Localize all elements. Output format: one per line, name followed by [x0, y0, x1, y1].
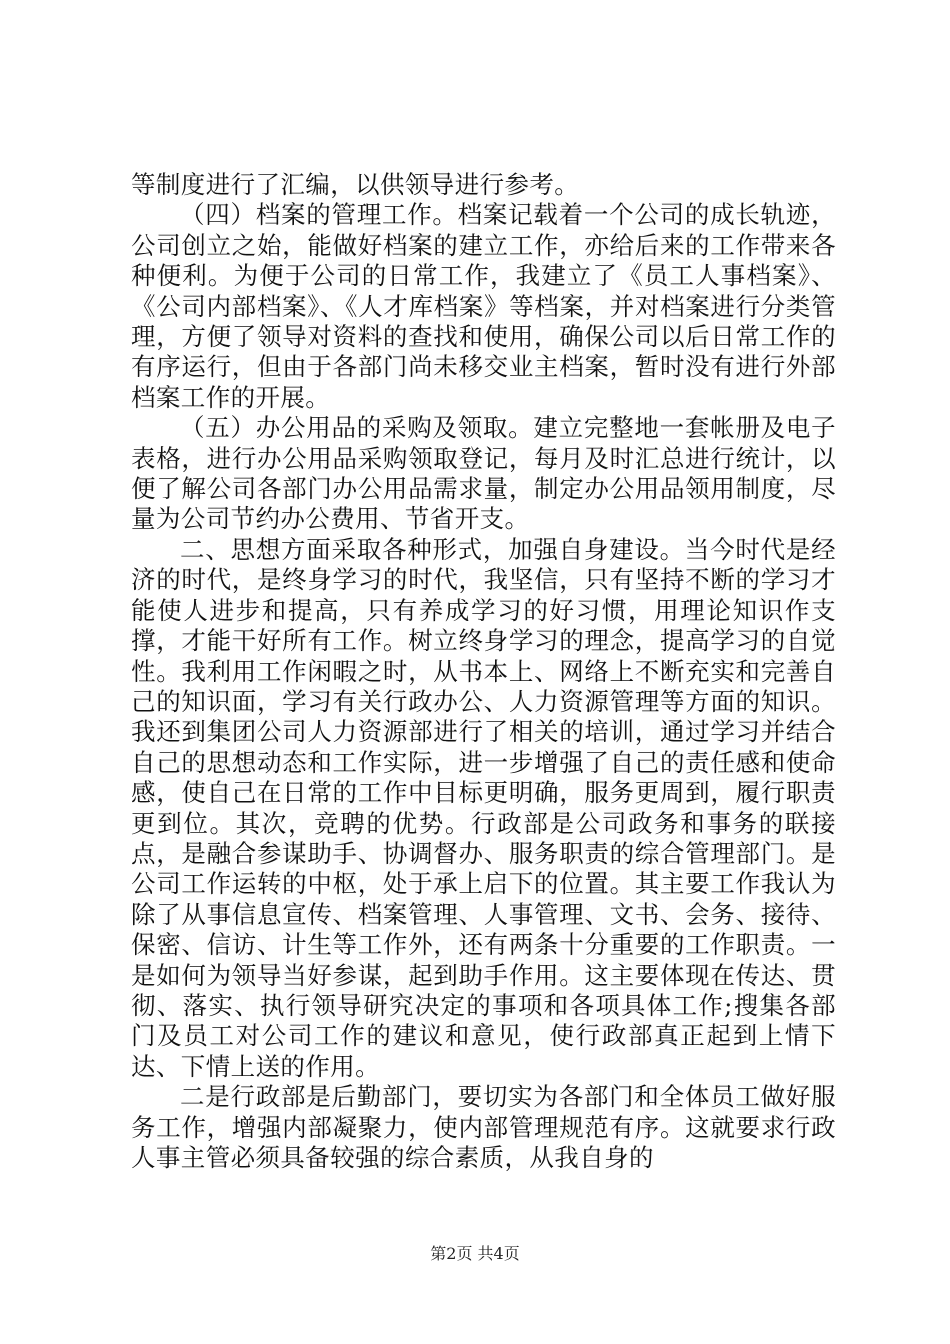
- paragraph-office-supplies: （五）办公用品的采购及领取。建立完整地一套帐册及电子表格，进行办公用品采购领取登记，每月及时汇总进行统计，以便了解公司各部门办公用品需求量，制定办公用品领用制度，尽量为公司节约办公费用、节省开支。: [131, 413, 836, 534]
- paragraph-logistics-department: 二是行政部是后勤部门，要切实为各部门和全体员工做好服务工作，增强内部凝聚力，使内部管理规范有序。这就要求行政人事主管必须具备较强的综合素质，从我自身的: [131, 1082, 836, 1172]
- page-number-footer: 第2页 共4页: [430, 1244, 520, 1263]
- body-text: [131, 170, 836, 1173]
- paragraph-self-development: 二、思想方面采取各种形式，加强自身建设。当今时代是经济的时代，是终身学习的时代，我坚信，只有坚持不断的学习才能使人进步和提高，只有养成学习的好习惯，用理论知识作支撑，才能干好所有工作。树立终身学习的理念，提高学习的自觉性。我利用工作闲暇之时，从书本上、网络上不断充实和完善自己的知识面，学习有关行政办公、人力资源管理等方面的知识。我还到集团公司人力资源部进行了相关的培训，通过学习并结合自己的思想动态和工作实际，进一步增强了自己的责任感和使命感，使自己在日常的工作中目标更明确，服务更周到，履行职责更到位。其次，竞聘的优势。行政部是公司政务和事务的联接点，是融合参谋助手、协调督办、服务职责的综合管理部门。是公司工作运转的中枢，处于承上启下的位置。其主要工作我认为除了从事信息宣传、档案管理、人事管理、文书、会务、接待、保密、信访、计生等工作外，还有两条十分重要的工作职责。一是如何为领导当好参谋，起到助手作用。这主要体现在传达、贯彻、落实、执行领导研究决定的事项和各项具体工作;搜集各部门及员工对公司工作的建议和意见，使行政部真正起到上情下达、下情上送的作用。: [131, 534, 836, 1081]
- paragraph-archive-management: （四）档案的管理工作。档案记载着一个公司的成长轨迹，公司创立之始，能做好档案的建立工作，亦给后来的工作带来各种便利。为便于公司的日常工作，我建立了《员工人事档案》、《公司内部档案》、《人才库档案》等档案，并对档案进行分类管理，方便了领导对资料的查找和使用，确保公司以后日常工作的有序运行，但由于各部门尚未移交业主档案，暂时没有进行外部档案工作的开展。: [131, 200, 836, 412]
- paragraph-continuation: 等制度进行了汇编，以供领导进行参考。: [131, 170, 580, 199]
